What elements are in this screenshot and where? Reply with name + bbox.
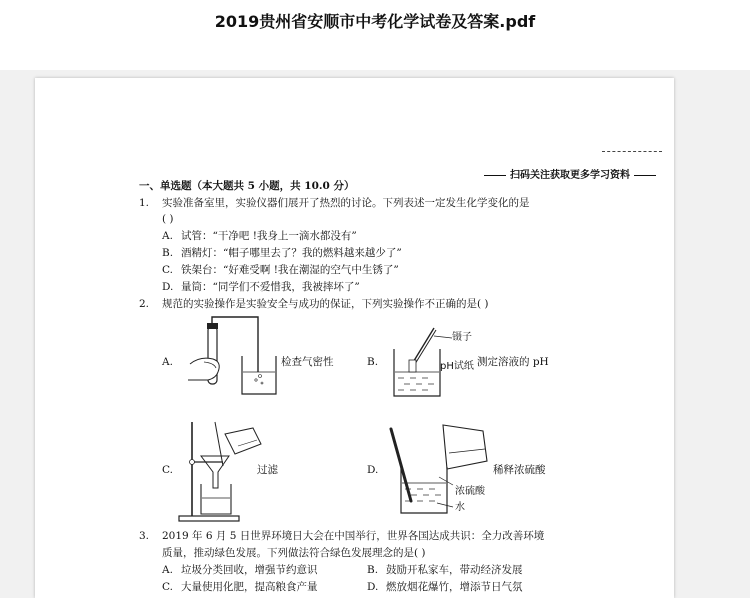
- figure-label-conc-acid: 浓硫酸: [455, 486, 485, 497]
- question-stem: 质量，推动绿色发展。下列做法符合绿色发展理念的是( ): [162, 547, 426, 559]
- option-caption: 过滤: [257, 464, 278, 476]
- option-text: 铁架台：“好难受啊 !我在潮湿的空气中生锈了”: [181, 264, 399, 276]
- option-label: C.: [162, 264, 173, 276]
- page-header-tag: 扫码关注获取更多学习资料: [480, 166, 660, 181]
- option-label: A.: [162, 564, 173, 576]
- filtration-figure: [175, 416, 265, 524]
- option-label: B.: [162, 247, 174, 259]
- figure-label-water: 水: [455, 502, 465, 513]
- option-text: 鼓励开私家车，带动经济发展: [386, 564, 523, 576]
- answer-paren: ( ): [162, 213, 174, 225]
- option-label: A.: [162, 356, 173, 368]
- option-text: 试管：“干净吧 !我身上一滴水都没有”: [181, 230, 357, 242]
- option-label: D.: [367, 581, 379, 593]
- option-label: C.: [162, 464, 173, 476]
- option-label: B.: [367, 564, 379, 576]
- page-top-mark: [602, 151, 662, 153]
- viewer-toolbar: [0, 0, 750, 70]
- option-text: 量筒：“同学们不爱惜我，我被摔坏了”: [181, 281, 360, 293]
- question-stem: 规范的实验操作是实验安全与成功的保证，下列实验操作不正确的是( ): [162, 298, 489, 310]
- figure-label-ph-paper: pH试纸: [440, 361, 474, 372]
- option-label: D.: [162, 281, 174, 293]
- option-text: 大量使用化肥，提高粮食产量: [181, 581, 318, 593]
- option-label: A.: [162, 230, 173, 242]
- option-label: D.: [367, 464, 379, 476]
- airtightness-figure: [180, 314, 280, 409]
- figure-label-tweezers: 镊子: [452, 332, 472, 343]
- option-label: C.: [162, 581, 173, 593]
- document-title: 2019贵州省安顺市中考化学试卷及答案.pdf: [214, 12, 536, 31]
- option-text: 垃圾分类回收，增强节约意识: [181, 564, 318, 576]
- question-number: 3.: [139, 530, 150, 542]
- option-caption: 测定溶液的 pH: [477, 356, 549, 368]
- question-stem: 2019 年 6 月 5 日世界环境日大会在中国举行，世界各国达成共识：全力改善环境: [162, 530, 545, 542]
- option-text: 燃放烟花爆竹，增添节日气氛: [386, 581, 523, 593]
- option-caption: 稀释浓硫酸: [493, 464, 546, 476]
- pdf-page: [35, 78, 674, 598]
- question-stem: 实验准备室里，实验仪器们展开了热烈的讨论。下列表述一定发生化学变化的是: [162, 197, 530, 209]
- option-text: 酒精灯：“帽子哪里去了？我的燃料越来越少了”: [181, 247, 402, 259]
- option-label: B.: [367, 356, 379, 368]
- section-title: 一、单选题（本大题共 5 小题，共 10.0 分）: [139, 180, 355, 192]
- question-number: 2.: [139, 298, 150, 310]
- option-caption: 检查气密性: [281, 356, 334, 368]
- dilution-figure: [387, 423, 497, 518]
- question-number: 1.: [139, 197, 150, 209]
